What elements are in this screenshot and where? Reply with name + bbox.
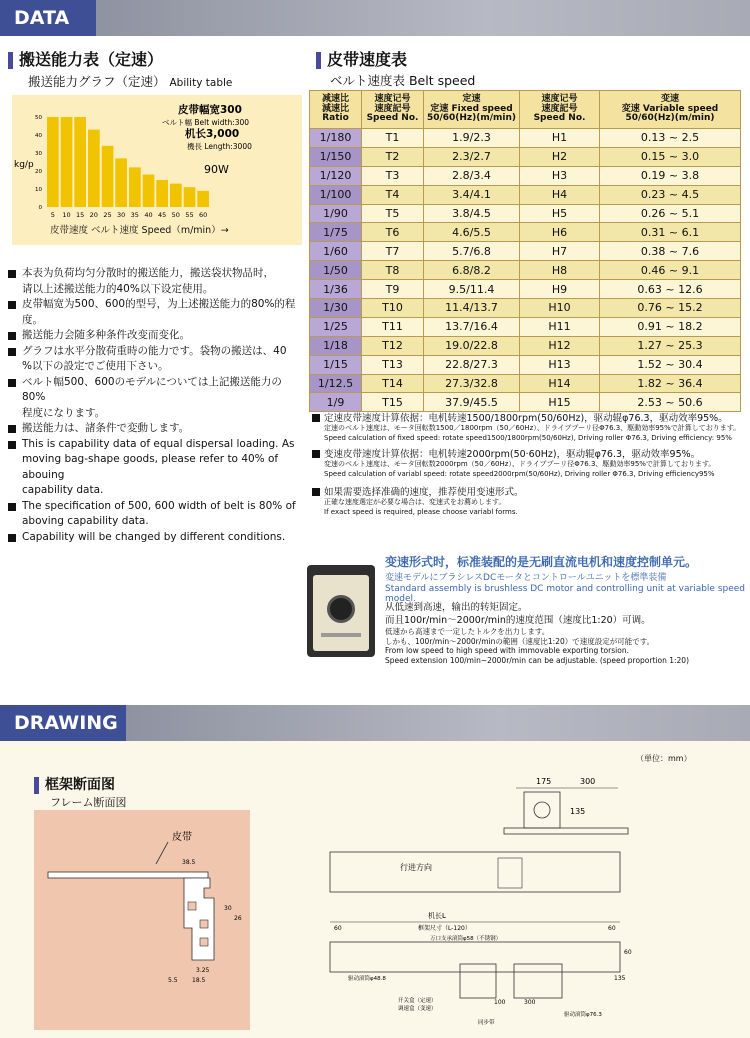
chart-xtick-label: 30 <box>117 211 126 219</box>
variable-code-cell: H3 <box>520 166 600 185</box>
dim-60-right: 60 <box>608 925 616 932</box>
dim-5-5: 5.5 <box>168 977 178 984</box>
controller-label-strip <box>321 633 361 637</box>
chart-ytick-label: 10 <box>35 187 42 193</box>
chart-bar <box>115 158 127 207</box>
fixed-code-cell: T10 <box>362 299 424 318</box>
chart-xlabel: 皮带速度 ベルト速度 Speed（m/min）→ <box>50 225 229 236</box>
variable-speed-body <box>385 602 745 665</box>
speed-title-text: 皮带速度表 <box>327 50 408 69</box>
speed-table-row <box>310 299 741 318</box>
chart-bar <box>184 187 196 207</box>
dim-30: 30 <box>224 905 232 912</box>
chart-bar <box>129 167 141 207</box>
variable-code-cell: H11 <box>520 317 600 336</box>
variable-code-cell: H13 <box>520 355 600 374</box>
fixed-speed-cell: 9.5/11.4 <box>424 280 520 299</box>
vs-line-1: 从低速到高速，输出的转矩固定。 <box>385 602 528 613</box>
fixed-speed-cell: 3.4/4.1 <box>424 185 520 204</box>
chart-ytick-label: 40 <box>35 133 42 139</box>
speed-controller-image <box>307 565 375 657</box>
dim-60-left: 60 <box>334 925 342 932</box>
ability-title <box>8 47 163 70</box>
note-item: 请以上述搬送能力的40%以下设定使用。 <box>22 282 214 295</box>
frame-title-text: 框架断面图 <box>45 777 115 793</box>
dim-26: 26 <box>234 915 242 922</box>
fixed-code-cell: T7 <box>362 242 424 261</box>
chart-xtick-label: 55 <box>185 211 194 219</box>
speed-table-header-row <box>310 91 741 129</box>
fixed-speed-cell: 19.0/22.8 <box>424 336 520 355</box>
dim-175: 175 <box>536 777 552 786</box>
note-item: This is capability data of equal dispersal loading. As <box>8 437 303 453</box>
speed-subtitle: ベルト速度表 Belt speed <box>330 73 476 88</box>
chart-ytick-label: 50 <box>35 115 42 121</box>
length-label: 机长L <box>428 912 446 920</box>
variable-speed-cell: 0.15 ~ 3.0 <box>600 147 741 166</box>
ratio-cell: 1/15 <box>310 355 362 374</box>
fixed-code-cell: T14 <box>362 374 424 393</box>
header-fixed-speed: 定速 定速 Fixed speed 50/60(Hz)(m/min) <box>424 91 520 129</box>
variable-code-cell: H2 <box>520 147 600 166</box>
speed-table-row <box>310 393 741 412</box>
ability-subtitle <box>28 72 232 90</box>
fixed-speed-cell: 6.8/8.2 <box>424 261 520 280</box>
variable-speed-cell: 0.46 ~ 9.1 <box>600 261 741 280</box>
chart-ytick-label: 20 <box>35 169 42 175</box>
calc-var-jp: 変速のベルト速度は、モータ回転数2000rpm（50／60Hz）、ドライブプーリ径Φ76.3、駆動効率95%で計算しております。 <box>324 460 716 468</box>
variable-code-cell: H9 <box>520 280 600 299</box>
note-item: 搬送能力は、諸条件で変動します。 <box>8 421 303 437</box>
belt-line <box>48 872 208 878</box>
frame-profile <box>184 878 214 960</box>
fixed-speed-cell: 22.8/27.3 <box>424 355 520 374</box>
fixed-code-cell: T1 <box>362 129 424 148</box>
header-ratio: 减速比 減速比 Ratio <box>310 91 362 129</box>
drawing-header-band <box>0 705 750 741</box>
motor-block-top <box>524 792 560 828</box>
fixed-code-cell: T8 <box>362 261 424 280</box>
speed-table-row <box>310 242 741 261</box>
header-fixed-code: 速度记号 速度記号 Speed No. <box>362 91 424 129</box>
note-item: %以下の設定でご使用下さい。 <box>22 360 169 372</box>
calc-fixed-jp: 定速のベルト速度は、モータ回転数1500／1800rpm（50／60Hz）、ドライブプーリ径Φ76.3、駆動効率95%で計算しております。 <box>324 424 741 432</box>
chart-bar <box>143 175 155 207</box>
header-variable-speed: 变速 変速 Variable speed 50/60(Hz)(m/min) <box>600 91 741 129</box>
ratio-cell: 1/180 <box>310 129 362 148</box>
chart-bar <box>88 130 100 207</box>
speed-table-row <box>310 317 741 336</box>
chart-bar <box>156 180 168 207</box>
variable-speed-cell: 0.31 ~ 6.1 <box>600 223 741 242</box>
note-item: aboving capability data. <box>22 515 149 527</box>
drawing-section-label: DRAWING <box>0 705 126 741</box>
vs-line-5: From low speed to high speed with immovable exporting torsion. <box>385 646 629 655</box>
chart-bar <box>102 146 114 207</box>
chart-xtick-label: 60 <box>199 211 208 219</box>
conveyor-top-view <box>330 942 620 972</box>
chart-legend-2: ベルト幅 Belt width:300 <box>162 118 250 127</box>
ability-title-text: 搬送能力表（定速） <box>19 50 164 69</box>
note-item: Capability will be changed by different conditions. <box>8 530 303 546</box>
fixed-speed-cell: 4.6/5.5 <box>424 223 520 242</box>
calc-var-en: Speed calculation of variabl speed: rotate speed2000rpm(50/60Hz), Driving roller Φ76.3, Driving efficiency95% <box>324 469 715 478</box>
variable-code-cell: H8 <box>520 261 600 280</box>
speed-title <box>316 47 407 70</box>
calc-note-text: 如果需要选择准确的速度，推荐使用变速形式。 <box>324 487 524 498</box>
calc-note-en: If exact speed is required, please choose variabl forms. <box>324 507 518 516</box>
variable-speed-cell: 1.52 ~ 30.4 <box>600 355 741 374</box>
ratio-cell: 1/9 <box>310 393 362 412</box>
fixed-speed-cell: 27.3/32.8 <box>424 374 520 393</box>
ratio-cell: 1/75 <box>310 223 362 242</box>
dim-18-5: 18.5 <box>192 977 206 984</box>
variable-speed-cell: 0.76 ~ 15.2 <box>600 299 741 318</box>
dim-3-25: 3.25 <box>196 967 210 974</box>
switch-box-label: 开关盒（定速） <box>398 998 437 1004</box>
chart-ytick-label: 0 <box>38 205 42 211</box>
fixed-code-cell: T11 <box>362 317 424 336</box>
vs-line-2: 而且100r/min～2000r/min的速度范围（速度比1:20）可调。 <box>385 614 651 626</box>
drive-roller-label: 驱动滚筒φ48.8 <box>348 976 386 982</box>
speed-table-row <box>310 336 741 355</box>
variable-code-cell: H14 <box>520 374 600 393</box>
data-header-band <box>0 0 750 36</box>
calc-fixed-text: 定速皮带速度计算依据：电机转速1500/1800rpm(50/60Hz)，驱动辊φ76.3，驱动效率95%。 <box>324 413 728 424</box>
variable-speed-cell: 0.38 ~ 7.6 <box>600 242 741 261</box>
variable-code-cell: H6 <box>520 223 600 242</box>
chart-xtick-label: 50 <box>171 211 180 219</box>
note-item: capability data. <box>22 484 104 496</box>
variable-code-cell: H4 <box>520 185 600 204</box>
speed-table-row <box>310 280 741 299</box>
variable-speed-jp: 変速モデルにブラシレスDCモータとコントロールユニットを標準装備 <box>385 573 667 583</box>
vs-line-3: 低速から高速まで一定したトルクを出力します。 <box>385 627 550 636</box>
direction-label: 行进方向 <box>400 863 432 872</box>
variable-speed-cell: 0.91 ~ 18.2 <box>600 317 741 336</box>
title-bar-mark <box>316 52 321 69</box>
chart-xtick-label: 10 <box>62 211 71 219</box>
fixed-speed-cell: 37.9/45.5 <box>424 393 520 412</box>
variable-speed-cell: 2.53 ~ 50.6 <box>600 393 741 412</box>
drive-pulley-label: 驱动滚筒φ76.3 <box>564 1012 602 1018</box>
fixed-code-cell: T6 <box>362 223 424 242</box>
speed-table-row <box>310 261 741 280</box>
calc-fixed-en: Speed calculation of fixed speed: rotate speed1500/1800rpm(50/60Hz), Driving roller Φ76.3, Driving efficiency: 95% <box>324 433 732 442</box>
belt-label: 皮带 <box>172 832 192 843</box>
ratio-cell: 1/18 <box>310 336 362 355</box>
conveyor-side-view <box>330 852 620 892</box>
dim-135-bottom: 135 <box>614 975 626 982</box>
motor-block-bottom <box>460 964 496 998</box>
fixed-code-cell: T4 <box>362 185 424 204</box>
note-item: 搬送能力会随多种条件改变而变化。 <box>8 328 303 344</box>
variable-speed-cell: 0.13 ~ 2.5 <box>600 129 741 148</box>
ratio-cell: 1/60 <box>310 242 362 261</box>
chart-xtick-label: 25 <box>103 211 112 219</box>
idler-roller-label: 万口支承滚筒φ58（不锈钢） <box>430 936 502 942</box>
speed-table-row <box>310 204 741 223</box>
fixed-speed-cell: 13.7/16.4 <box>424 317 520 336</box>
variable-speed-en: Standard assembly is brushless DC motor and controlling unit at variable speed model. <box>385 584 746 604</box>
dim-100: 100 <box>494 999 506 1006</box>
speed-table-row <box>310 147 741 166</box>
dim-60-side: 60 <box>624 949 632 956</box>
data-section-label: DATA <box>0 0 96 36</box>
chart-bar <box>47 117 59 207</box>
chart-xtick-label: 45 <box>158 211 167 219</box>
ratio-cell: 1/100 <box>310 185 362 204</box>
speed-table-row <box>310 166 741 185</box>
chart-bar <box>197 191 209 207</box>
variable-speed-cell: 1.27 ~ 25.3 <box>600 336 741 355</box>
chart-bar <box>74 117 86 207</box>
variable-code-cell: H5 <box>520 204 600 223</box>
frame-length-label: 框架尺寸（L-120） <box>418 925 471 932</box>
speed-table-row <box>310 129 741 148</box>
fixed-speed-cell: 1.9/2.3 <box>424 129 520 148</box>
frame-section-drawing <box>34 810 250 1030</box>
sync-belt-label: 同步带 <box>478 1020 495 1026</box>
note-item: ベルト幅500、600のモデルについては上記搬送能力の80% <box>8 375 303 406</box>
motor-circle-top <box>534 802 550 818</box>
frame-subtitle: フレーム断面図 <box>50 796 127 809</box>
variable-code-cell: H15 <box>520 393 600 412</box>
calc-note-jp: 正確な速度選定が必要な場合は、変速式をお薦めします。 <box>324 498 506 506</box>
note-item: The specification of 500, 600 width of belt is 80% of <box>8 499 303 515</box>
chart-xtick-label: 15 <box>76 211 85 219</box>
variable-speed-title: 变速形式时，标准装配的是无刷直流电机和速度控制单元。 <box>385 555 698 569</box>
note-item: moving bag-shape goods, please refer to 40% of abouing <box>22 453 279 481</box>
frame-title <box>34 774 115 794</box>
calc-note-block <box>312 487 742 517</box>
calc-fixed-block <box>312 413 742 443</box>
ability-subtitle-en: Ability table <box>169 77 233 89</box>
fixed-speed-cell: 2.8/3.4 <box>424 166 520 185</box>
chart-ytick-label: 30 <box>35 151 42 157</box>
speed-table-row <box>310 355 741 374</box>
chart-bar <box>170 184 182 207</box>
variable-speed-cell: 0.23 ~ 4.5 <box>600 185 741 204</box>
variable-code-cell: H12 <box>520 336 600 355</box>
ratio-cell: 1/50 <box>310 261 362 280</box>
drawing-header-gradient <box>126 705 750 741</box>
calc-variable-block <box>312 449 742 479</box>
dim-38-5: 38.5 <box>182 859 196 866</box>
ability-subtitle-jp: 搬送能力グラフ（定速） <box>28 74 166 89</box>
note-item: グラフは水平分散荷重時の能力です。袋物の搬送は、40 <box>8 344 303 360</box>
variable-speed-cell: 1.82 ~ 36.4 <box>600 374 741 393</box>
vs-line-4: しかも、100r/min～2000r/minの範囲（速度比1:20）で速度設定が可能です。 <box>385 636 655 646</box>
fixed-code-cell: T5 <box>362 204 424 223</box>
variable-speed-cell: 0.63 ~ 12.6 <box>600 280 741 299</box>
ratio-cell: 1/30 <box>310 299 362 318</box>
title-bar-mark <box>8 52 13 69</box>
speed-table-row <box>310 374 741 393</box>
vs-line-6: Speed extension 100/min~2000r/min can be adjustable. (speed proportion 1:20) <box>385 655 690 665</box>
speed-box-label: 调速盒（变速） <box>398 1006 437 1012</box>
chart-xtick-label: 20 <box>89 211 98 219</box>
calc-var-text: 变速皮带速度计算依据：电机转速2000rpm(50·60Hz)，驱动辊φ76.3，驱动效率95%。 <box>324 449 701 460</box>
fixed-speed-cell: 5.7/6.8 <box>424 242 520 261</box>
fixed-speed-cell: 2.3/2.7 <box>424 147 520 166</box>
fixed-code-cell: T3 <box>362 166 424 185</box>
variable-code-cell: H7 <box>520 242 600 261</box>
speed-table <box>309 90 741 412</box>
chart-legend-1: 皮带幅宽300 <box>178 104 242 116</box>
variable-speed-cell: 0.26 ~ 5.1 <box>600 204 741 223</box>
variable-speed-cell: 0.19 ~ 3.8 <box>600 166 741 185</box>
chart-legend-4: 機長 Length:3000 <box>187 142 252 151</box>
title-bar-mark <box>34 777 39 794</box>
dim-300-bottom: 300 <box>524 999 536 1006</box>
fixed-code-cell: T12 <box>362 336 424 355</box>
chart-xtick-label: 35 <box>130 211 139 219</box>
ratio-cell: 1/36 <box>310 280 362 299</box>
fixed-code-cell: T13 <box>362 355 424 374</box>
chart-legend-3: 机长3,000 <box>185 128 240 140</box>
dim-135: 135 <box>570 807 586 816</box>
variable-code-cell: H10 <box>520 299 600 318</box>
fixed-code-cell: T2 <box>362 147 424 166</box>
unit-label: （単位：mm） <box>636 754 692 763</box>
ratio-cell: 1/90 <box>310 204 362 223</box>
fixed-speed-cell: 11.4/13.7 <box>424 299 520 318</box>
note-item: 程度になります。 <box>22 406 106 419</box>
speed-table-row <box>310 185 741 204</box>
note-item: 本表为负荷均匀分散时的搬送能力，搬送袋状物品时， <box>8 266 303 282</box>
note-item: 皮带幅宽为500、600的型号，为上述搬送能力的80%的程度。 <box>8 297 303 328</box>
fixed-code-cell: T9 <box>362 280 424 299</box>
ratio-cell: 1/150 <box>310 147 362 166</box>
ratio-cell: 1/25 <box>310 317 362 336</box>
controller-knob <box>327 595 355 623</box>
ratio-cell: 1/12.5 <box>310 374 362 393</box>
variable-code-cell: H1 <box>520 129 600 148</box>
speed-table-row <box>310 223 741 242</box>
chart-bar <box>61 117 73 207</box>
fixed-code-cell: T15 <box>362 393 424 412</box>
chart-xtick-label: 5 <box>50 211 55 219</box>
chart-xtick-label: 40 <box>144 211 153 219</box>
chart-ylabel: kg/p <box>14 160 34 170</box>
ratio-cell: 1/120 <box>310 166 362 185</box>
conveyor-drawing <box>318 766 646 1032</box>
notes-list <box>8 266 303 545</box>
header-variable-code: 速度记号 速度記号 Speed No. <box>520 91 600 129</box>
dim-300: 300 <box>580 777 596 786</box>
frame-section-panel <box>34 810 250 1030</box>
chart-motor-label: 90W <box>204 163 229 176</box>
header-gradient <box>96 0 750 36</box>
fixed-speed-cell: 3.8/4.5 <box>424 204 520 223</box>
